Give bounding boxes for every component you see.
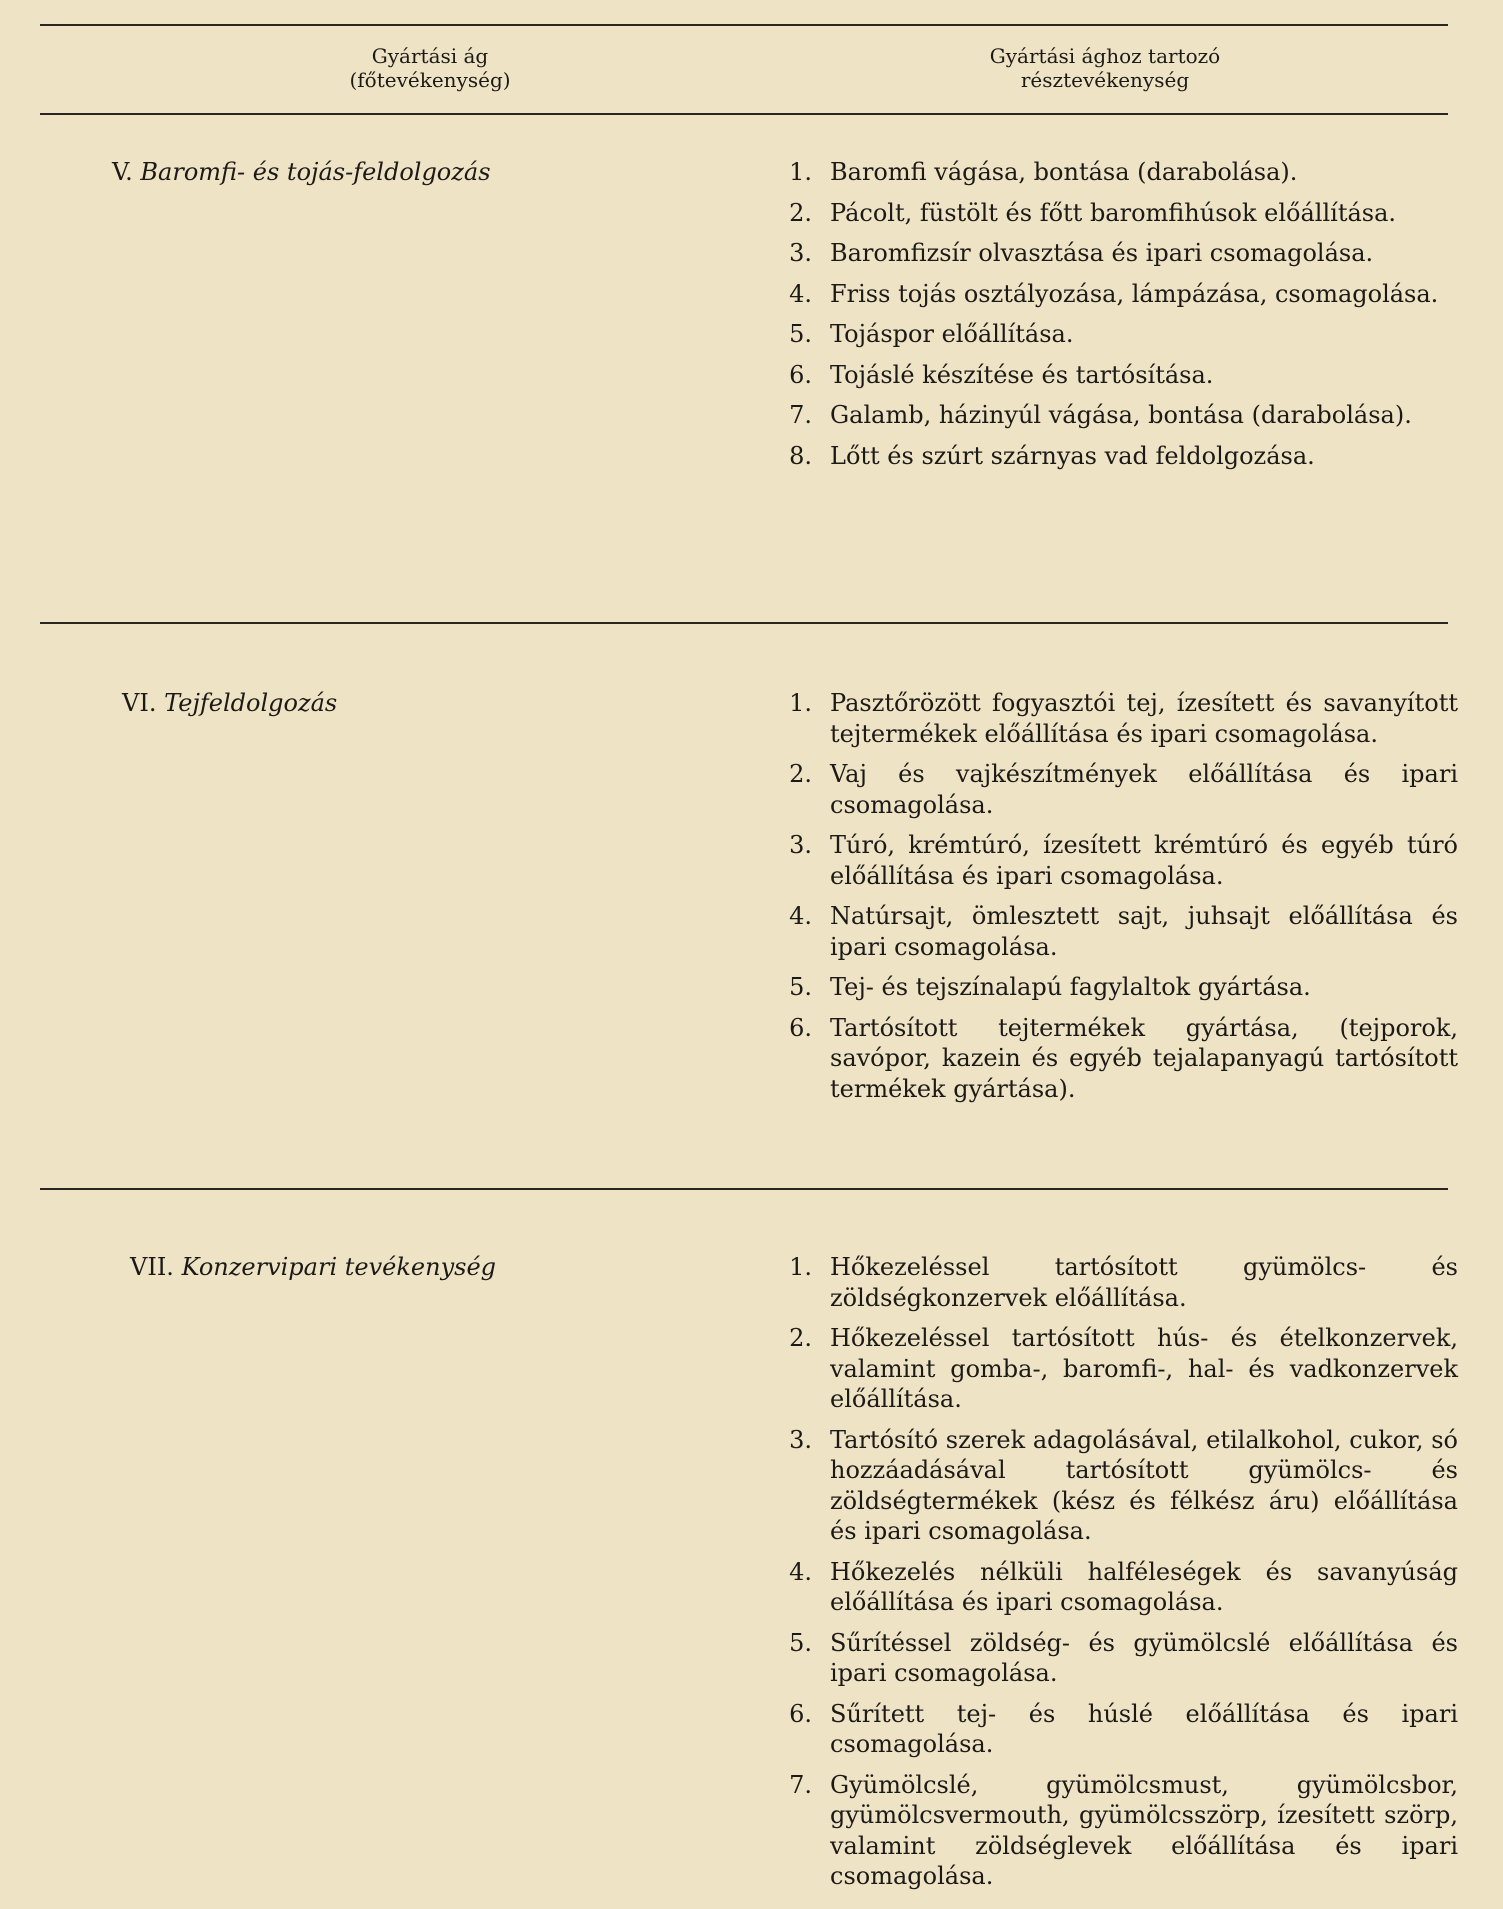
item-number: 7. — [789, 401, 812, 429]
item-text: Hőkezeléssel tartósított hús- és ételkonzervek, valamint gomba-, baromfi-, hal- és vadkonzervek előállítása. — [830, 1324, 1458, 1413]
item-text: Friss tojás osztályozása, lámpázása, csomagolása. — [830, 279, 1439, 308]
section-v-items — [778, 157, 1458, 471]
column-header-main-line1: Gyártási ág — [371, 44, 489, 68]
item-number: 2. — [789, 198, 812, 227]
list-item — [778, 1323, 1458, 1415]
item-number: 2. — [789, 760, 812, 788]
item-text: Hőkezeléssel tartósított gyümölcs- és zöldségkonzervek előállítása. — [830, 1253, 1458, 1312]
item-number: 5. — [789, 1628, 812, 1657]
section-title-text: Konzervipari tevékenység — [181, 1253, 497, 1281]
column-header-sub-line1: Gyártási ághoz tartozó — [989, 44, 1221, 68]
item-number: 5. — [789, 320, 812, 348]
item-text: Pasztőrözött fogyasztói tej, ízesített és savanyított tejtermékek előállítása és ipari csomagolása. — [830, 689, 1458, 748]
section-title-v — [112, 157, 491, 187]
list-item — [778, 901, 1458, 962]
item-number: 2. — [789, 1324, 812, 1352]
list-item — [778, 759, 1458, 820]
item-text: Túró, krémtúró, ízesített krémtúró és egyéb túró előállítása és ipari csomagolása. — [830, 831, 1458, 890]
item-number: 1. — [789, 158, 812, 186]
item-number: 3. — [789, 1425, 812, 1454]
list-item — [778, 1770, 1458, 1892]
item-text: Sűrített tej- és húslé előállítása és ipari csomagolása. — [830, 1699, 1458, 1758]
list-item — [778, 319, 1458, 350]
column-header-sub-line2: résztevékenység — [1020, 68, 1190, 92]
item-text: Tojáspor előállítása. — [830, 320, 1074, 348]
column-header-main-line2: (főtevékenység) — [349, 68, 511, 92]
section-divider — [40, 622, 1448, 624]
item-text: Pácolt, füstölt és főtt baromfihúsok előállítása. — [830, 198, 1397, 227]
list-item — [778, 1013, 1458, 1105]
item-number: 6. — [789, 360, 812, 389]
item-number: 6. — [789, 1013, 812, 1042]
item-number: 3. — [789, 831, 812, 859]
item-text: Vaj és vajkészítmények előállítása és ipari csomagolása. — [830, 760, 1458, 819]
section-title-text: Tejfeldolgozás — [164, 689, 338, 717]
item-number: 8. — [789, 441, 812, 470]
list-item — [778, 1699, 1458, 1760]
item-number: 5. — [789, 973, 812, 1001]
item-text: Tartósító szerek adagolásával, etilalkohol, cukor, só hozzáadásával tartósított gyümölcs- és zöldségtermékek (kész és félkész áru) előállítása és ipari csomagolása. — [830, 1425, 1458, 1545]
item-number: 6. — [789, 1699, 812, 1728]
item-text: Tej- és tejszínalapú fagylaltok gyártása. — [830, 973, 1311, 1001]
item-text: Tartósított tejtermékek gyártása, (tejporok, savópor, kazein és egyéb tejalapanyagú tartósított termékek gyártása). — [830, 1013, 1458, 1103]
list-item — [778, 238, 1458, 269]
item-text: Hőkezelés nélküli halféleségek és savanyúság előállítása és ipari csomagolása. — [830, 1557, 1458, 1616]
list-item — [778, 688, 1458, 749]
item-text: Baromfizsír olvasztása és ipari csomagolása. — [830, 239, 1374, 267]
list-item — [778, 830, 1458, 891]
section-vii-items — [778, 1252, 1458, 1892]
section-title-vii — [130, 1252, 496, 1282]
section-vi-items — [778, 688, 1458, 1104]
item-number: 4. — [789, 279, 812, 308]
list-item — [778, 279, 1458, 310]
section-title-text: Baromfi- és tojás-feldolgozás — [140, 158, 491, 186]
item-text: Sűrítéssel zöldség- és gyümölcslé előállítása és ipari csomagolása. — [830, 1628, 1458, 1687]
item-text: Galamb, házinyúl vágása, bontása (darabolása). — [830, 401, 1412, 429]
list-item — [778, 441, 1458, 472]
section-title-vi — [122, 688, 337, 718]
item-text: Lőtt és szúrt szárnyas vad feldolgozása. — [830, 441, 1315, 470]
list-item — [778, 157, 1458, 188]
list-item — [778, 1628, 1458, 1689]
item-text: Gyümölcslé, gyümölcsmust, gyümölcsbor, gyümölcsvermouth, gyümölcsszörp, ízesített szörp, valamint zöldséglevek előállítása és ipari csomagolása. — [830, 1770, 1458, 1890]
header-rule — [40, 113, 1448, 115]
list-item — [778, 1425, 1458, 1547]
item-text: Natúrsajt, ömlesztett sajt, juhsajt előállítása és ipari csomagolása. — [830, 902, 1458, 961]
list-item — [778, 198, 1458, 229]
section-numeral: V. — [112, 158, 133, 186]
list-item — [778, 360, 1458, 391]
item-number: 4. — [789, 1557, 812, 1586]
list-item — [778, 400, 1458, 431]
item-number: 4. — [789, 902, 812, 930]
list-item — [778, 1557, 1458, 1618]
item-number: 3. — [789, 239, 812, 267]
list-item — [778, 972, 1458, 1003]
item-number: 1. — [789, 1253, 812, 1281]
item-text: Tojáslé készítése és tartósítása. — [830, 360, 1214, 389]
section-numeral: VI. — [122, 689, 157, 717]
column-header-sub-activity — [880, 44, 1330, 92]
item-number: 7. — [789, 1770, 812, 1799]
column-header-main-activity — [240, 44, 620, 92]
item-number: 1. — [789, 689, 812, 717]
section-divider — [40, 1188, 1448, 1190]
item-text: Baromfi vágása, bontása (darabolása). — [830, 158, 1298, 186]
section-numeral: VII. — [130, 1253, 174, 1281]
top-rule — [40, 24, 1448, 26]
list-item — [778, 1252, 1458, 1313]
